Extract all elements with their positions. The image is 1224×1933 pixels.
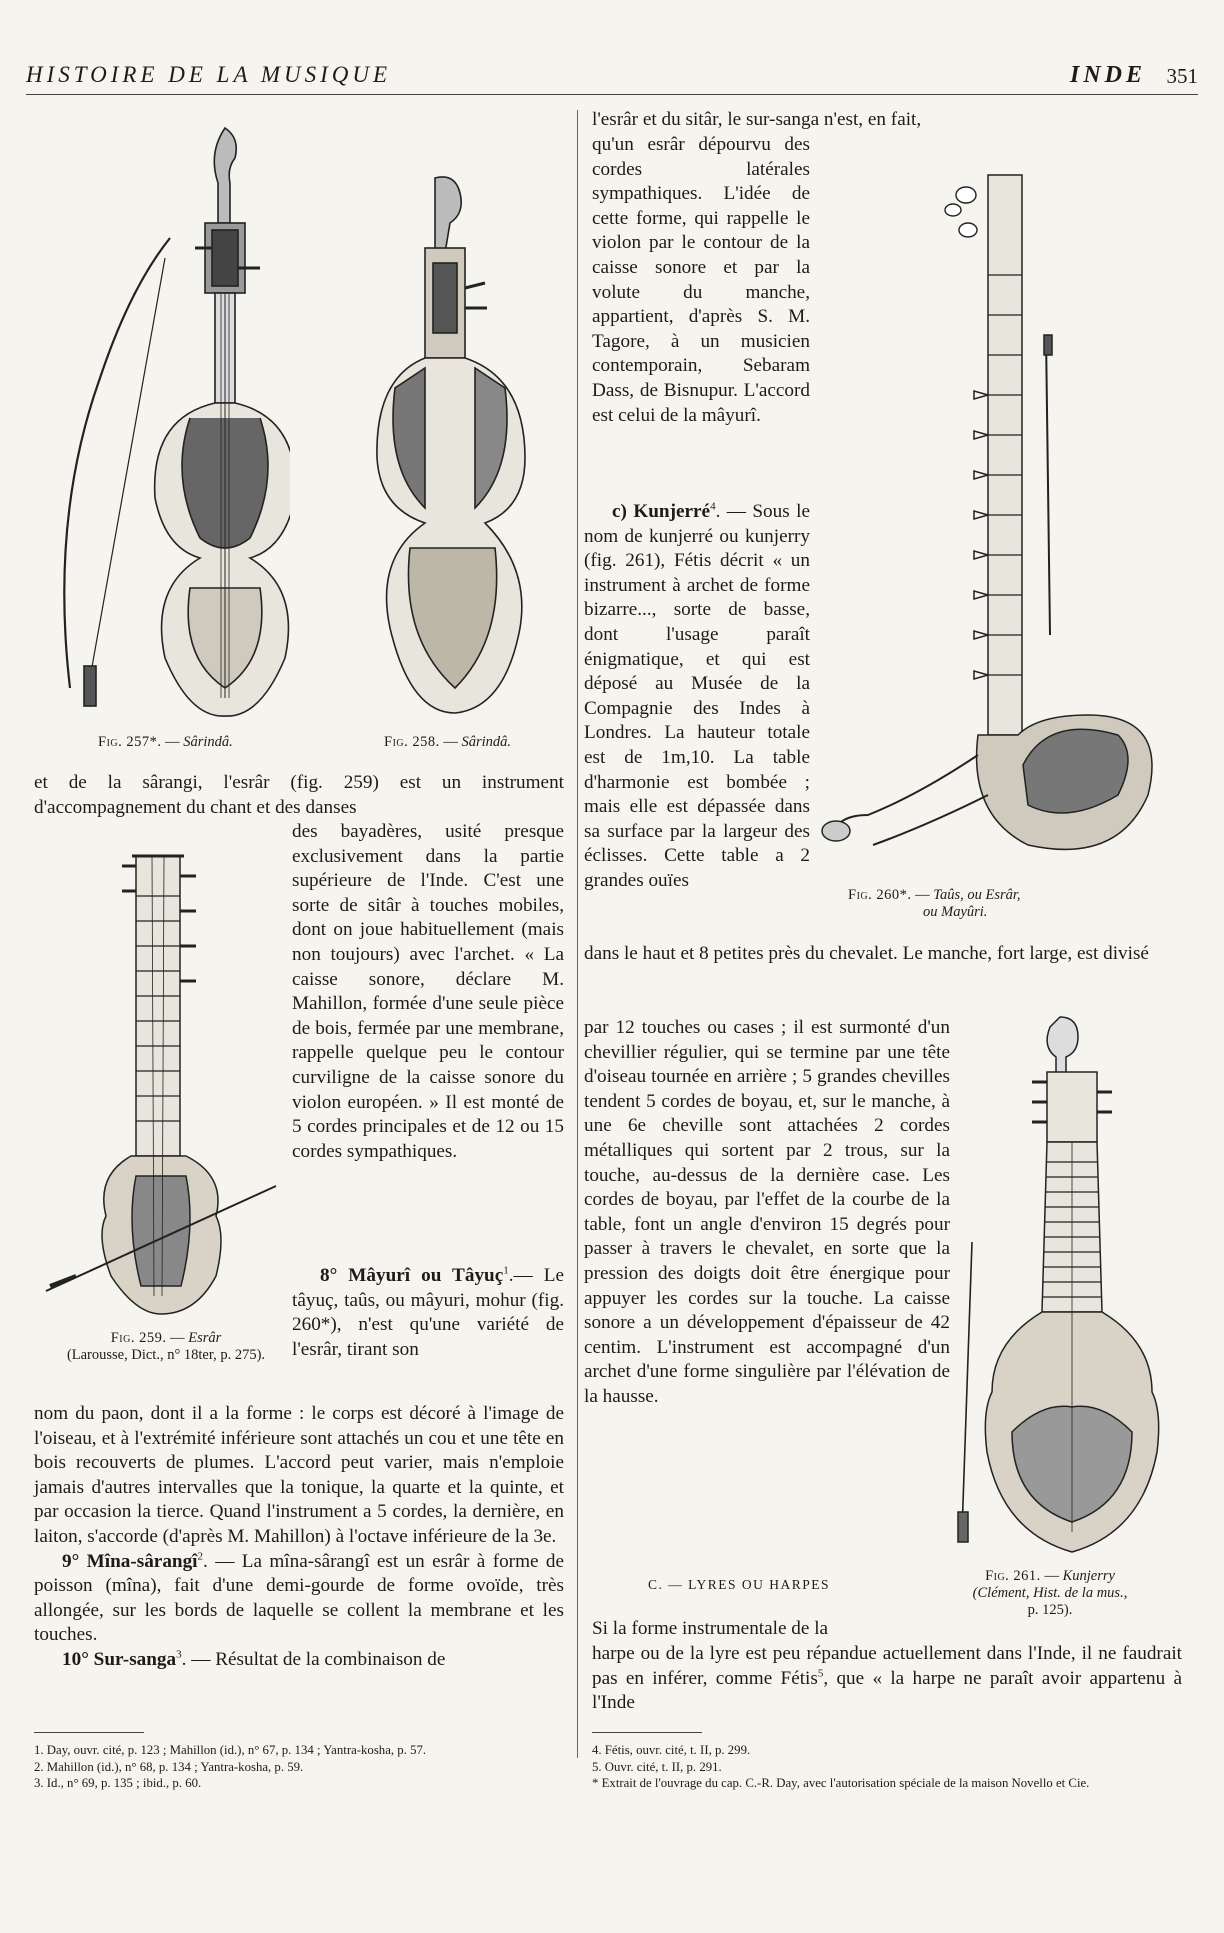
- section-8-text-full: nom du paon, dont il a la forme : le corps est décoré à l'image de l'oiseau, et à l'extrémité inférieure sont attachés un cou et une tête en bois recouverts de plumes. L'accord peut varier, mais n'emploie jamais d'autres intervalles que la tonique, la quarte et la quinte, et par occasion la tierce. Quand l'instrument a 5 cordes, la dernière, en laiton, s'accorde (d'après M. Mahillon) à l'octave inférieure de la 3e.: [34, 1403, 564, 1547]
- caption-fig-261-name: Kunjerry: [1062, 1568, 1115, 1584]
- section-10-text: . — Résultat de la combinaison de: [181, 1648, 446, 1670]
- left-text-full-width-1: [34, 771, 564, 820]
- kunjerre-footnote-ref: 4: [710, 500, 716, 513]
- footnote-4: 4. Fétis, ouvr. cité, t. II, p. 299.: [592, 1743, 751, 1757]
- caption-fig-260-name: Taûs, ou Esrâr,: [933, 887, 1021, 903]
- caption-fig-259-number: Fig. 259.: [110, 1330, 167, 1346]
- footnote-star: * Extrait de l'ouvrage du cap. C.-R. Day, avec l'autorisation spéciale de la maison Novello et Cie.: [592, 1776, 1090, 1790]
- sur-sanga-paragraph-narrow: qu'un esrâr dépourvu des cordes latérales sympathiques. L'idée de cette forme, qui rappelle le violon par le contour de la caisse sonore et par la volute du manche, appartient, d'après S. M. Tagore, à un musicien contemporain, Sebaram Dass, de Bisnupur. L'accord est celui de la mâyurî.: [592, 134, 810, 426]
- kunjerre-text-beside-figure: par 12 touches ou cases ; il est surmonté d'un chevillier régulier, qui se termine par une tête d'oiseau tournée en arrière ; 5 grandes chevilles tendent 5 cordes de boyau, et, sur le manche, à une 6e cheville sont attachées 2 cordes métalliques qui sortent par 2 trous, sur la touche, au-dessus de la dernière case. Les cordes de boyau, par l'effet de la courbe de la table, font un angle d'environ 15 degrés pour passer à travers le chevalet, en sorte que la pression des doigts doit être énergique pour appuyer les cordes sur la touche. La caisse sonore a un développement d'épaisseur de 42 centim. L'instrument est accompagné d'un archet d'une forme singulière par l'élévation de la hausse.: [584, 1017, 950, 1407]
- column-divider: [577, 110, 578, 1758]
- footnotes-right: [592, 1742, 1182, 1792]
- caption-fig-259: Fig. 259. — Esrâr (Larousse, Dict., n° 18ter, p. 275).: [66, 1330, 266, 1363]
- caption-fig-257: Fig. 257*. — Sârindâ.: [98, 734, 233, 750]
- esrar-lines-narrow: des bayadères, usité presque exclusivement dans la partie supérieure de l'Inde. C'est une sorte de sitâr à touches mobiles, dont on joue habituellement (mais non toujours) avec l'archet. « La caisse sonore, déclare M. Mahillon, formée d'une seule pièce de bois, fermée par une membrane, rappelle quelque peu le contour curviligne de la caisse sonore du violon européen. » Il est monté de 5 cordes principales et de 12 ou 15 cordes sympathiques.: [292, 821, 564, 1162]
- kunjerre-opening: [584, 500, 810, 894]
- right-text-kunjerre-full: [584, 942, 1182, 967]
- caption-fig-257-name: Sârindâ.: [183, 734, 233, 750]
- right-text-kunjerre-beside-fig: [584, 1016, 950, 1410]
- caption-fig-261: Fig. 261. — Kunjerry (Clément, Hist. de la mus., p. 125).: [972, 1568, 1128, 1618]
- footnote-3: 3. Id., n° 69, p. 135 ; ibid., p. 60.: [34, 1776, 202, 1790]
- running-header: [26, 62, 1198, 92]
- caption-fig-258-number: Fig. 258.: [384, 734, 440, 750]
- kunjerre-title: c) Kunjerré: [612, 501, 711, 522]
- footnote-1: 1. Day, ouvr. cité, p. 123 ; Mahillon (id.), n° 67, p. 134 ; Yantra-kosha, p. 57.: [34, 1743, 427, 1757]
- caption-fig-257-number: Fig. 257*.: [98, 734, 162, 750]
- caption-fig-260-number: Fig. 260*.: [848, 887, 912, 903]
- figure-261-kunjerry-illustration: [952, 1012, 1192, 1557]
- section-9-footnote-ref: 2: [197, 1550, 204, 1563]
- footnotes-left: [34, 1742, 564, 1792]
- caption-fig-260: Fig. 260*. — Taûs, ou Esrâr, ou Mayûri.: [848, 887, 1021, 920]
- section-8-footnote-ref: 1: [503, 1264, 509, 1277]
- footnote-rule-right: [592, 1732, 702, 1733]
- header-book-title: HISTOIRE DE LA MUSIQUE: [26, 62, 392, 87]
- section-c-heading: C. — LYRES OU HARPES: [648, 1577, 831, 1592]
- caption-fig-258: Fig. 258. — Sârindâ.: [384, 734, 512, 750]
- figure-259-esrar-illustration: [36, 836, 286, 1316]
- caption-fig-261-source-2: p. 125).: [1027, 1602, 1073, 1618]
- caption-fig-259-source: (Larousse, Dict., n° 18ter, p. 275).: [66, 1347, 266, 1363]
- harp-footnote-ref: 5: [817, 1667, 824, 1680]
- footnote-5: 5. Ouvr. cité, t. II, p. 291.: [592, 1759, 722, 1774]
- right-text-top-narrow: [592, 133, 810, 428]
- section-8-opening: [292, 1264, 564, 1362]
- harp-paragraph-narrow: Si la forme instrumentale de la: [592, 1618, 829, 1639]
- caption-fig-258-name: Sârindâ.: [461, 734, 512, 750]
- kunjerre-text-full: dans le haut et 8 petites près du chevalet. Le manche, fort large, est divisé: [584, 943, 1149, 964]
- figure-258-sarinda-illustration: [365, 168, 535, 718]
- right-text-top-full: [592, 108, 1182, 133]
- right-text-last-narrow: [592, 1617, 892, 1642]
- section-10-footnote-ref: 3: [176, 1648, 182, 1661]
- right-text-last-full: [592, 1642, 1182, 1716]
- sur-sanga-first-line: l'esrâr et du sitâr, le sur-sanga n'est, en fait,: [592, 109, 922, 130]
- caption-fig-261-number: Fig. 261.: [985, 1568, 1041, 1584]
- section-9-title: 9° Mîna-sârangî: [62, 1550, 198, 1572]
- header-rule: [26, 94, 1198, 95]
- section-9-text: . — La mîna-sârangî est un esrâr à forme de poisson (mîna), fait d'une demi-gourde de forme ovoïde, très allongée, sur les bords de laquelle se collent la membrane et les touches.: [34, 1550, 564, 1646]
- section-9: [34, 1550, 564, 1648]
- figure-257-sarinda-illustration: [40, 118, 290, 718]
- caption-fig-259-name: Esrâr: [188, 1330, 222, 1346]
- harp-paragraph-continued: harpe ou de la lyre est peu répandue actuellement dans l'Inde, il ne faudrait pas en inférer, comme Fétis: [592, 1643, 1182, 1689]
- caption-fig-261-source: (Clément, Hist. de la mus.,: [972, 1585, 1128, 1601]
- section-10: [34, 1648, 564, 1673]
- section-10-title: 10° Sur-sanga: [62, 1648, 177, 1670]
- caption-fig-260-name-2: ou Mayûri.: [923, 904, 988, 920]
- left-text-section-8-narrow: [292, 1264, 564, 1362]
- left-text-beside-figure: [292, 820, 564, 1164]
- esrar-lines-full: et de la sârangi, l'esrâr (fig. 259) est un instrument d'accompagnement du chant et des danses: [34, 772, 564, 818]
- harp-paragraph-end: , que « la harpe ne paraît avoir appartenu à l'Inde: [592, 1667, 1182, 1714]
- header-chapter-title: INDE: [1069, 62, 1146, 88]
- kunjerre-text-narrow: . — Sous le nom de kunjerré ou kunjerry (fig. 261), Fétis décrit « un instrument à archet de forme bizarre..., sorte de basse, dont l'usage paraît énigmatique, et qui est déposé au Musée de la Compagnie des Indes à Londres. La hauteur totale est de 1m,10. La table d'harmonie est bombée ; mais elle est dépassée dans sa surface par la largeur des éclisses. Cette table a 2 grandes ouïes: [584, 501, 810, 891]
- figure-260-taus-illustration: [818, 155, 1198, 875]
- harp-paragraph-full: [592, 1642, 1182, 1716]
- section-8-text-narrow: .— Le tâyuç, taûs, ou mâyuri, mohur (fig. 260*), n'est qu'une variété de l'esrâr, tirant son: [292, 1265, 564, 1360]
- section-8-title: 8° Mâyurî ou Tâyuç: [320, 1265, 504, 1286]
- right-text-kunjerre-narrow: [584, 500, 810, 894]
- footnote-2: 2. Mahillon (id.), n° 68, p. 134 ; Yantra-kosha, p. 59.: [34, 1759, 304, 1774]
- left-text-section-8-full: [34, 1402, 564, 1673]
- footnote-rule-left: [34, 1732, 144, 1733]
- page-number: 351: [1166, 64, 1198, 88]
